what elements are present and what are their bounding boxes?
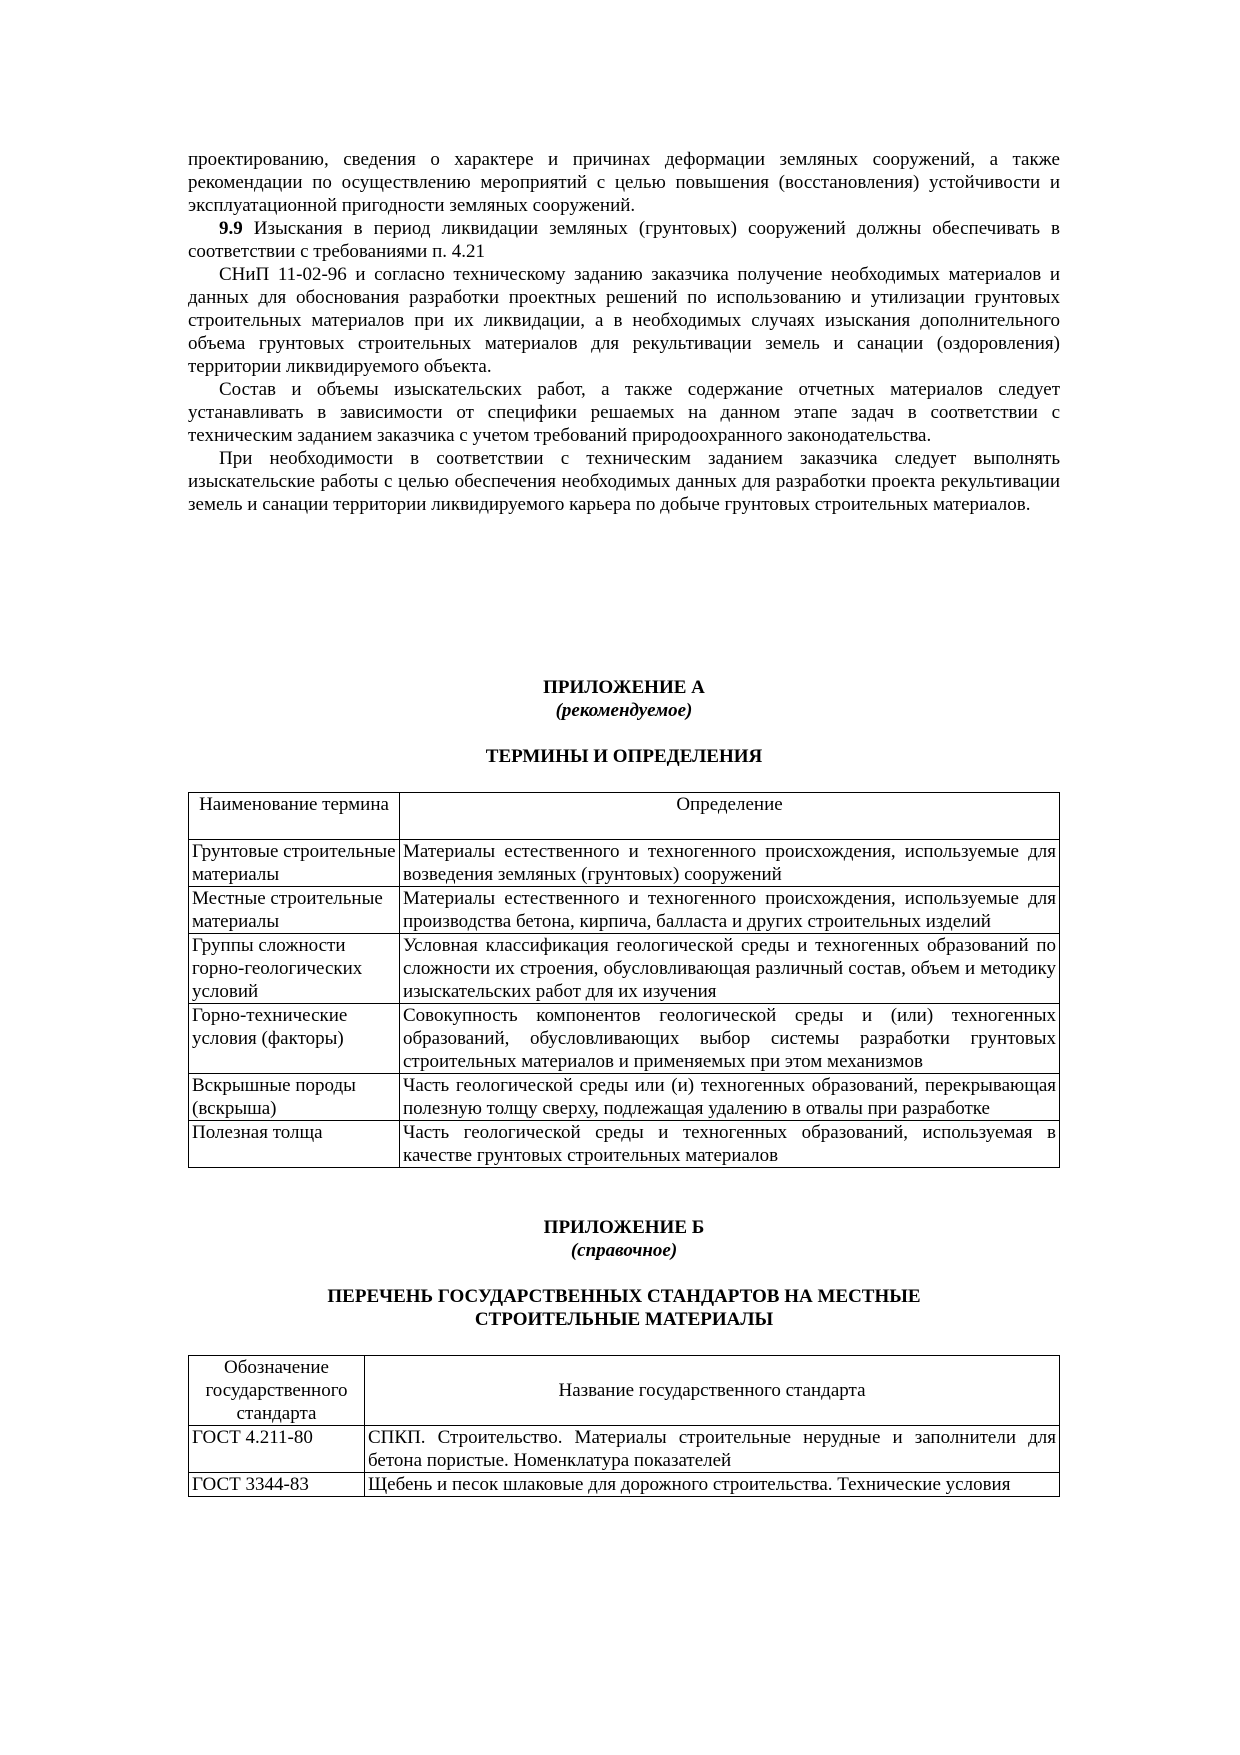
paragraph-3: СНиП 11-02-96 и согласно техническому заданию заказчика получение необходимых материалов и данных для обоснования разработки проектных решений по использованию и утилизации грунтовых строительных материалов при их ликвидации, а в необходимых случаях изыскания дополнительного объема грунтовых строительных материалов для рекультивации земель и санации (оздоровления) территории ликвидируемого объекта.: [188, 264, 1060, 377]
paragraph-9-9-text: Изыскания в период ликвидации земляных (грунтовых) сооружений должны обеспечивать в соответствии с требованиями п. 4.21: [188, 218, 1060, 262]
standard-name-cell: СПКП. Строительство. Материалы строительные нерудные и заполнители для бетона пористые. Номенклатура показателей: [365, 1426, 1060, 1473]
appendix-a-subtitle: (рекомендуемое): [555, 700, 693, 721]
terms-table-header: [189, 793, 1060, 840]
table-row: [189, 840, 1060, 887]
standards-table-header: [189, 1356, 1060, 1426]
table-row: [189, 1121, 1060, 1168]
appendix-a-title: ПРИЛОЖЕНИЕ А: [543, 677, 705, 698]
document-page: [188, 148, 1060, 1497]
definition-cell: Совокупность компонентов геологической среды и (или) техногенных образований, обусловливающих выбор системы разработки грунтовых строительных материалов и применяемых при этом механизмов: [400, 1004, 1060, 1074]
table-row: [189, 934, 1060, 1004]
appendix-a-header: [188, 676, 1060, 768]
header-term: Наименование термина: [189, 793, 400, 840]
header-definition: Определение: [400, 793, 1060, 840]
appendix-b-title: ПРИЛОЖЕНИЕ Б: [543, 1217, 705, 1238]
paragraph-1: проектированию, сведения о характере и причинах деформации земляных сооружений, а также рекомендации по осуществлению мероприятий с целью повышения (восстановления) устойчивости и эксплуатационной пригодности земляных сооружений.: [188, 149, 1060, 216]
term-cell: Группы сложности горно-геологических условий: [189, 934, 400, 1004]
appendix-b-heading-line-2: СТРОИТЕЛЬНЫЕ МАТЕРИАЛЫ: [474, 1309, 774, 1330]
header-name: Название государственного стандарта: [365, 1356, 1060, 1426]
term-cell: Местные строительные материалы: [189, 887, 400, 934]
definition-cell: Часть геологической среды и техногенных образований, используемая в качестве грунтовых строительных материалов: [400, 1121, 1060, 1168]
standards-table: [188, 1355, 1060, 1497]
term-cell: Грунтовые строительные материалы: [189, 840, 400, 887]
table-row: [189, 1473, 1060, 1497]
definition-cell: Материалы естественного и техногенного происхождения, используемые для производства бетона, кирпича, балласта и других строительных изделий: [400, 887, 1060, 934]
appendix-b-heading: [188, 1285, 1060, 1331]
appendix-a-heading: ТЕРМИНЫ И ОПРЕДЕЛЕНИЯ: [485, 746, 763, 767]
standard-code-cell: ГОСТ 3344-83: [189, 1473, 365, 1497]
definition-cell: Условная классификация геологической среды и техногенных образований по сложности их строения, обусловливающая различный состав, объем и методику изыскательских работ для их изучения: [400, 934, 1060, 1004]
term-cell: Горно-технические условия (факторы): [189, 1004, 400, 1074]
appendix-b-subtitle: (справочное): [570, 1240, 678, 1261]
table-row: [189, 1004, 1060, 1074]
paragraph-9-9: [188, 217, 1060, 263]
header-code: Обозначение государственного стандарта: [189, 1356, 365, 1426]
definition-cell: Часть геологической среды или (и) техногенных образований, перекрывающая полезную толщу сверху, подлежащая удалению в отвалы при разработке: [400, 1074, 1060, 1121]
paragraph-5: При необходимости в соответствии с техническим заданием заказчика следует выполнять изыскательские работы с целью обеспечения необходимых данных для разработки проекта рекультивации земель и санации территории ликвидируемого карьера по добыче грунтовых строительных материалов.: [188, 448, 1060, 515]
table-row: [189, 1074, 1060, 1121]
appendix-b-header: [188, 1216, 1060, 1331]
terms-table: [188, 792, 1060, 1168]
standard-code-cell: ГОСТ 4.211-80: [189, 1426, 365, 1473]
definition-cell: Материалы естественного и техногенного происхождения, используемые для возведения земляных (грунтовых) сооружений: [400, 840, 1060, 887]
clause-number: 9.9: [219, 218, 243, 239]
standard-name-cell: Щебень и песок шлаковые для дорожного строительства. Технические условия: [365, 1473, 1060, 1497]
term-cell: Вскрышные породы (вскрыша): [189, 1074, 400, 1121]
appendix-b-heading-line-1: ПЕРЕЧЕНЬ ГОСУДАРСТВЕННЫХ СТАНДАРТОВ НА МЕСТНЫЕ: [327, 1286, 921, 1307]
paragraph-4: Состав и объемы изыскательских работ, а также содержание отчетных материалов следует устанавливать в зависимости от специфики решаемых на данном этапе задач в соответствии с техническим заданием заказчика с учетом требований природоохранного законодательства.: [188, 379, 1060, 446]
term-cell: Полезная толща: [189, 1121, 400, 1168]
table-row: [189, 1426, 1060, 1473]
table-row: [189, 887, 1060, 934]
